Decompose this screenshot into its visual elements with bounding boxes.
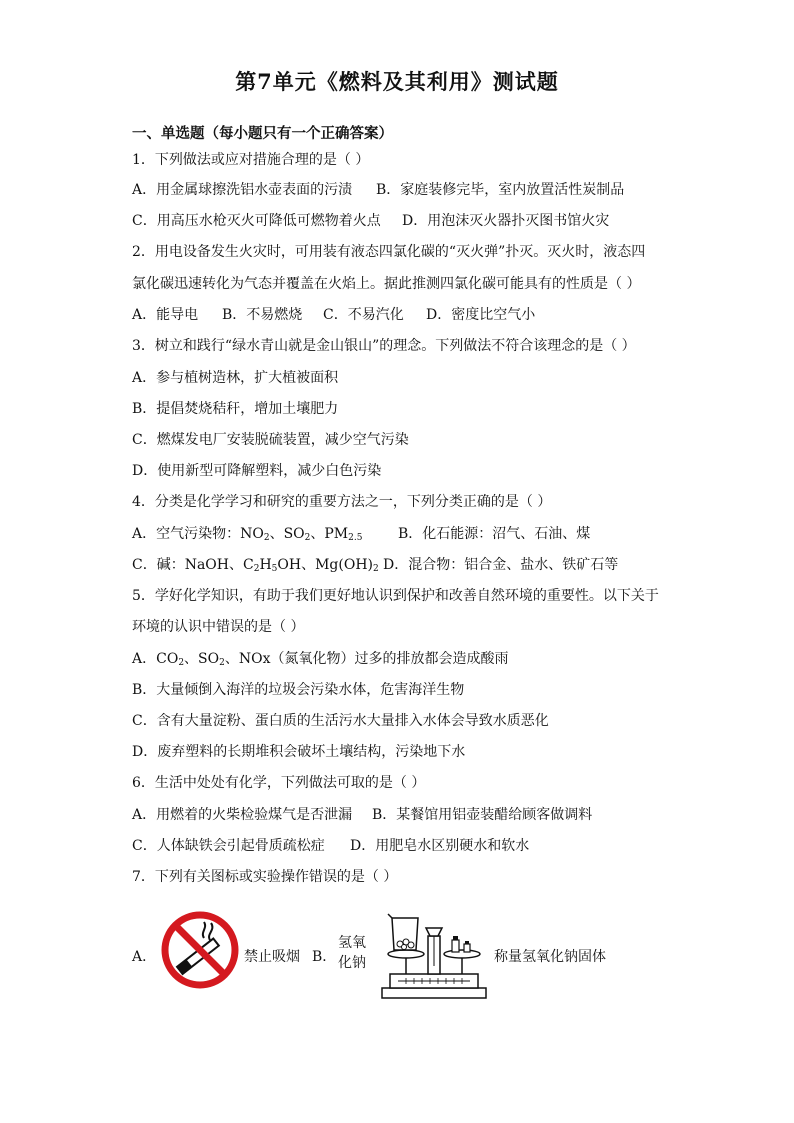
q1-option-c: C．用高压水枪灭火可降低可燃物着火点: [132, 213, 381, 229]
q7-stem: 7．下列有关图标或实验操作错误的是（ ）: [132, 869, 398, 885]
q3-stem: 3．树立和践行“绿水青山就是金山银山”的理念。下列做法不符合该理念的是（ ）: [132, 338, 636, 354]
q6-option-b: B．某餐馆用铝壶装醋给顾客做调料: [372, 807, 593, 823]
q5-stem-line1: 5．学好化学知识，有助于我们更好地认识到保护和改善自然环境的重要性。以下关于: [132, 588, 659, 604]
q6-stem: 6．生活中处处有化学，下列做法可取的是（ ）: [132, 775, 426, 791]
q5-option-d: D．废弃塑料的长期堆积会破坏土壤结构，污染地下水: [132, 744, 466, 760]
no-smoking-icon: [160, 910, 240, 990]
q2-stem-line2: 氯化碳迅速转化为气态并覆盖在火焰上。据此推测四氯化碳可能具有的性质是（ ）: [132, 276, 641, 292]
q2-option-d: D．密度比空气小: [426, 307, 536, 323]
q5-option-a: A．$CO_2$、$SO_2$、NOx（氮氧化物）过多的排放都会造成酸雨: [132, 651, 509, 668]
q1-stem: 1．下列做法或应对措施合理的是（ ）: [132, 152, 370, 168]
q3-option-a: A．参与植树造林，扩大植被面积: [132, 370, 339, 386]
q4-option-a: A．空气污染物：$NO_2$、$SO_2$、$PM_{2.5}$: [132, 526, 363, 543]
q2-stem-line1: 2．用电设备发生火灾时，可用装有液态四氯化碳的“灭火弹”扑灭。灭火时，液态四: [132, 244, 646, 260]
q4-stem: 4．分类是化学学习和研究的重要方法之一，下列分类正确的是（ ）: [132, 494, 552, 510]
q6-option-d: D．用肥皂水区别硬水和软水: [350, 838, 530, 854]
q3-option-b: B．提倡焚烧秸秆，增加土壤肥力: [132, 401, 339, 417]
q7-option-a-caption: 禁止吸烟: [244, 949, 300, 965]
q6-option-c: C．人体缺铁会引起骨质疏松症: [132, 838, 325, 854]
q7-figures: [132, 906, 632, 1006]
q7-option-b-label: B．: [312, 949, 337, 965]
q7-option-b-side-line1: 氢氧: [338, 935, 366, 951]
q4-option-b: B．化石能源：沼气、石油、煤: [398, 526, 591, 542]
q1-option-a: A．用金属球擦洗铝水壶表面的污渍: [132, 182, 353, 198]
q2-option-b: B．不易燃烧: [222, 307, 303, 323]
section-heading: 一、单选题（每小题只有一个正确答案）: [132, 125, 393, 142]
q4-option-c: C．碱：NaOH、$C_2H_5OH$、$Mg(OH)_2$: [132, 557, 379, 574]
q2-option-a: A．能导电: [132, 307, 199, 323]
q7-option-b-side-line2: 化钠: [338, 955, 366, 971]
q1-option-d: D．用泡沫灭火器扑灭图书馆火灾: [402, 213, 610, 229]
q5-stem-line2: 环境的认识中错误的是（ ）: [132, 619, 305, 635]
q4-option-d: D．混合物：铝合金、盐水、铁矿石等: [383, 557, 619, 573]
q2-option-c: C．不易汽化: [323, 307, 404, 323]
q7-option-b-caption: 称量氢氧化钠固体: [494, 949, 606, 965]
q5-option-c: C．含有大量淀粉、蛋白质的生活污水大量排入水体会导致水质恶化: [132, 713, 549, 729]
q3-option-d: D．使用新型可降解塑料，减少白色污染: [132, 463, 382, 479]
page-title: 第7单元《燃料及其利用》测试题: [235, 69, 559, 94]
q3-option-c: C．燃煤发电厂安装脱硫装置，减少空气污染: [132, 432, 409, 448]
q7-option-a-label: A．: [132, 949, 157, 965]
q5-option-b: B．大量倾倒入海洋的垃圾会污染水体，危害海洋生物: [132, 682, 465, 698]
q6-option-a: A．用燃着的火柴检验煤气是否泄漏: [132, 807, 353, 823]
balance-scale-icon: [378, 906, 490, 1002]
q1-option-b: B．家庭装修完毕，室内放置活性炭制品: [376, 182, 625, 198]
